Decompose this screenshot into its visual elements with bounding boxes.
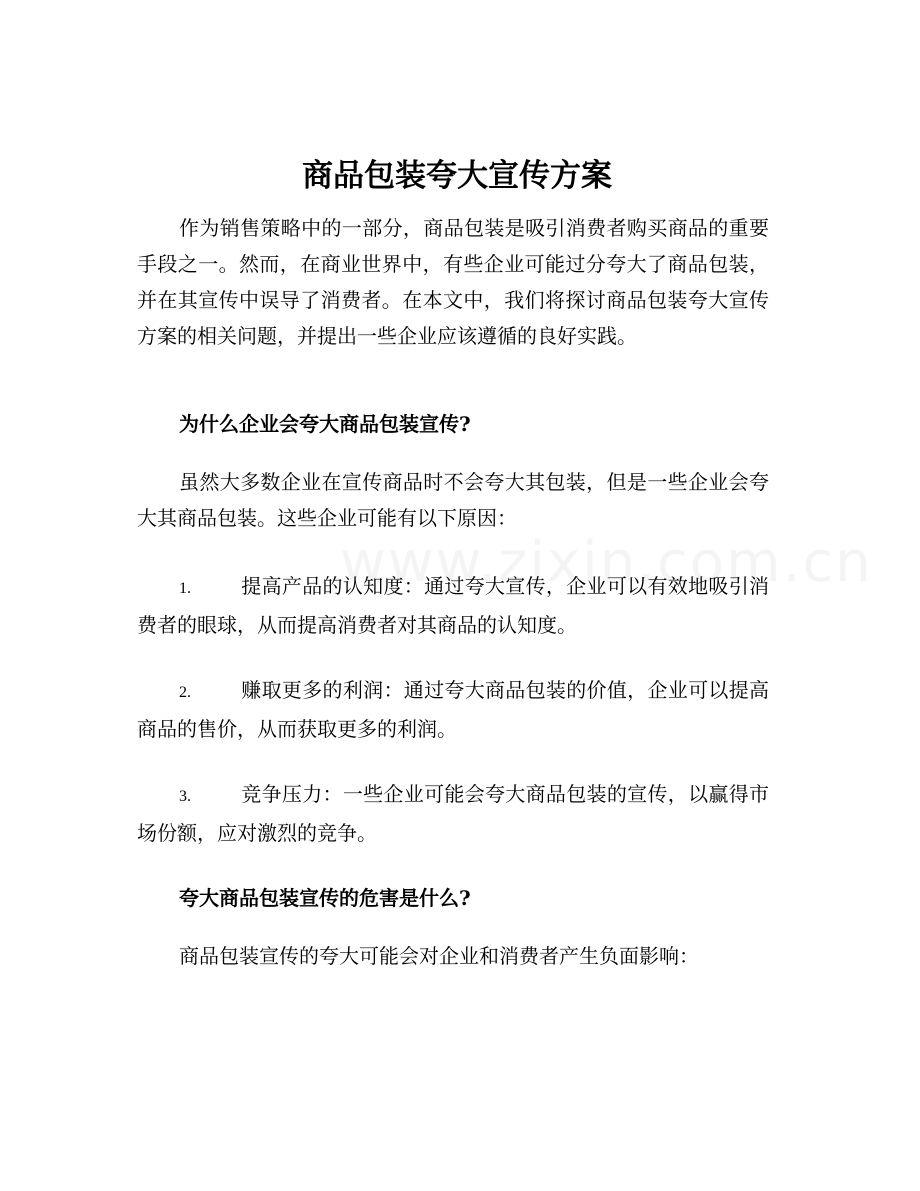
list-item-number: 3. xyxy=(179,788,191,805)
section-why-body: 虽然大多数企业在宣传商品时不会夸大其包装，但是一些企业会夸大其商品包装。这些企业可能有以下原因： xyxy=(137,470,769,530)
list-item xyxy=(137,672,769,747)
list-item-number: 2. xyxy=(179,684,191,701)
list-item-text: 提高产品的认知度：通过夸大宣传，企业可以有效地吸引消费者的眼球，从而提高消费者对其商品的认知度。 xyxy=(137,574,769,637)
section-harm-body: 商品包装宣传的夸大可能会对企业和消费者产生负面影响： xyxy=(179,944,699,968)
list-item-text: 竞争压力：一些企业可能会夸大商品包装的宣传，以赢得市场份额，应对激烈的竞争。 xyxy=(137,782,769,845)
list-item-text: 赚取更多的利润：通过夸大商品包装的价值，企业可以提高商品的售价，从而获取更多的利润。 xyxy=(137,678,769,741)
list-item xyxy=(137,568,769,643)
list-item-number: 1. xyxy=(179,580,191,597)
list-item xyxy=(137,776,769,851)
section-heading-why: 为什么企业会夸大商品包装宣传? xyxy=(179,412,471,436)
intro-paragraph: 作为销售策略中的一部分，商品包装是吸引消费者购买商品的重要手段之一。然而，在商业世界中，有些企业可能过分夸大了商品包装，并在其宣传中误导了消费者。在本文中，我们将探讨商品包装夸大宣传方案的相关问题，并提出一些企业应该遵循的良好实践。 xyxy=(137,216,769,348)
section-heading-harm: 夸大商品包装宣传的危害是什么? xyxy=(179,886,471,910)
document-title: 商品包装夸大宣传方案 xyxy=(302,158,612,194)
